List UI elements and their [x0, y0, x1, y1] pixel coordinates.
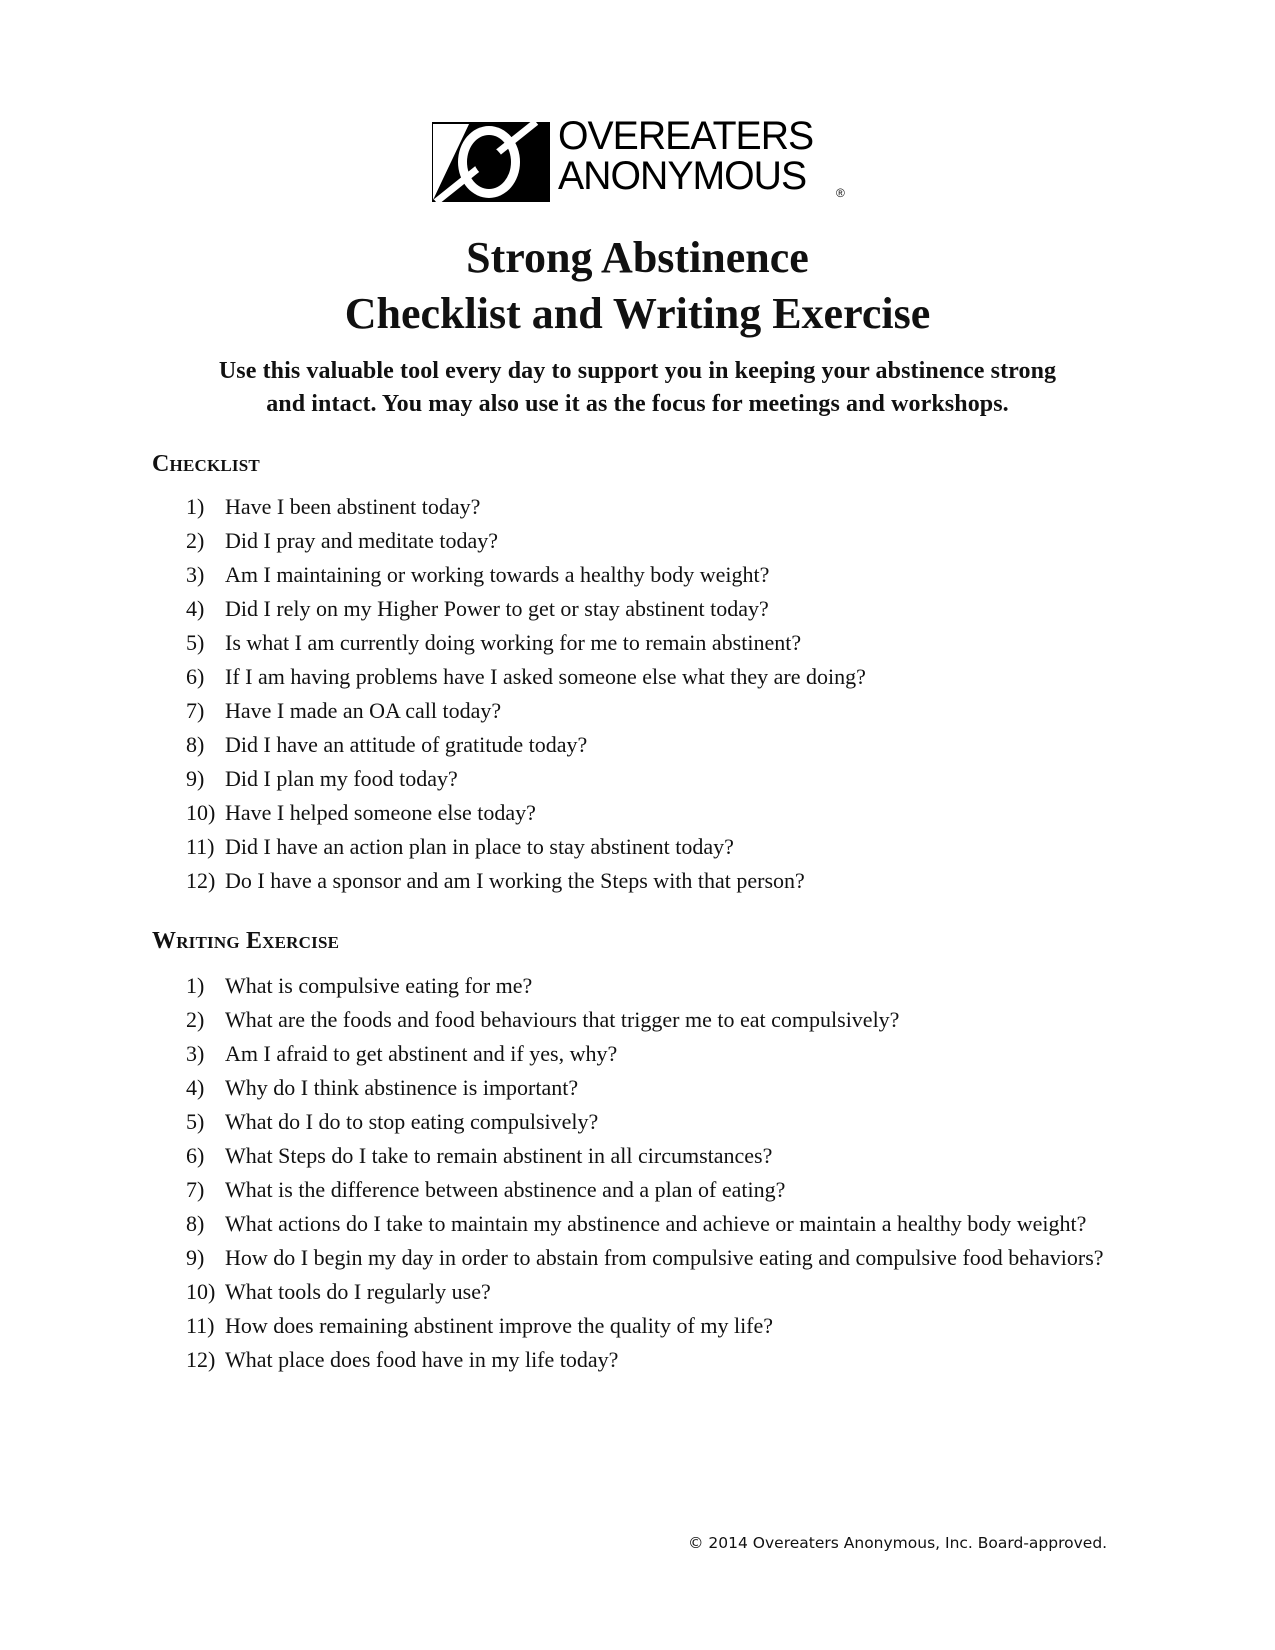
list-item — [186, 1210, 1106, 1238]
item-text: Am I maintaining or working towards a healthy body weight? — [225, 562, 770, 587]
list-item — [186, 972, 1106, 1000]
item-text: Have I made an OA call today? — [225, 698, 502, 723]
oa-logo-wordmark — [558, 116, 813, 196]
item-number: 5) — [186, 630, 205, 655]
title-line-1: Strong Abstinence — [466, 233, 809, 282]
item-text: If I am having problems have I asked someone else what they are doing? — [225, 664, 866, 689]
item-number: 12) — [186, 1347, 216, 1372]
list-item — [186, 1006, 1106, 1034]
item-text: Did I plan my food today? — [225, 766, 458, 791]
item-number: 7) — [186, 698, 205, 723]
item-number: 9) — [186, 766, 205, 791]
oa-logo-mark-icon — [432, 122, 550, 202]
list-item — [186, 1108, 1106, 1136]
item-number: 2) — [186, 1007, 205, 1032]
item-text: What is compulsive eating for me? — [225, 973, 533, 998]
logo-line-1: OVEREATERS — [558, 114, 814, 158]
item-number: 6) — [186, 664, 205, 689]
item-text: What place does food have in my life today? — [225, 1347, 619, 1372]
item-number: 11) — [186, 834, 215, 859]
item-number: 6) — [186, 1143, 205, 1168]
item-text: What are the foods and food behaviours that trigger me to eat compulsively? — [225, 1007, 900, 1032]
list-item — [186, 493, 1106, 521]
item-number: 4) — [186, 596, 205, 621]
list-item — [186, 561, 1106, 589]
title-line-2: Checklist and Writing Exercise — [344, 289, 931, 338]
item-text: Have I helped someone else today? — [225, 800, 536, 825]
item-number: 10) — [186, 1279, 216, 1304]
item-text: Did I rely on my Higher Power to get or stay abstinent today? — [225, 596, 769, 621]
item-text: Did I have an attitude of gratitude today? — [225, 732, 588, 757]
logo-line-2: ANONYMOUS — [558, 154, 807, 198]
item-number: 3) — [186, 562, 205, 587]
item-text: How do I begin my day in order to abstain from compulsive eating and compulsive food behaviors? — [225, 1245, 1104, 1270]
item-number: 10) — [186, 800, 216, 825]
list-item — [186, 527, 1106, 555]
item-text: Do I have a sponsor and am I working the Steps with that person? — [225, 868, 805, 893]
item-text: Have I been abstinent today? — [225, 494, 481, 519]
item-number: 9) — [186, 1245, 205, 1270]
writing-exercise-heading: Writing Exercise — [152, 928, 340, 954]
registered-mark: ® — [836, 186, 845, 200]
list-item — [186, 833, 1106, 861]
item-number: 2) — [186, 528, 205, 553]
item-text: Did I pray and meditate today? — [225, 528, 499, 553]
item-text: Is what I am currently doing working for me to remain abstinent? — [225, 630, 802, 655]
list-item — [186, 1176, 1106, 1204]
list-item — [186, 867, 1106, 895]
item-text: What is the difference between abstinence and a plan of eating? — [225, 1177, 786, 1202]
list-item — [186, 1142, 1106, 1170]
oa-logo — [432, 114, 852, 204]
checklist-heading: Checklist — [152, 451, 260, 477]
item-text: What do I do to stop eating compulsively? — [225, 1109, 599, 1134]
item-number: 12) — [186, 868, 216, 893]
item-number: 7) — [186, 1177, 205, 1202]
list-item — [186, 731, 1106, 759]
checklist-list — [186, 493, 1106, 901]
page-title — [0, 230, 1275, 342]
subtitle-line-1: Use this valuable tool every day to support you in keeping your abstinence strong — [218, 358, 1057, 384]
list-item — [186, 1244, 1106, 1272]
list-item — [186, 1346, 1106, 1374]
item-number: 8) — [186, 732, 205, 757]
writing-exercise-list — [186, 972, 1106, 1380]
item-text: Am I afraid to get abstinent and if yes, why? — [225, 1041, 618, 1066]
item-number: 1) — [186, 973, 205, 998]
item-text: Did I have an action plan in place to stay abstinent today? — [225, 834, 734, 859]
page-subtitle — [120, 355, 1155, 421]
list-item — [186, 629, 1106, 657]
item-number: 4) — [186, 1075, 205, 1100]
item-text: How does remaining abstinent improve the quality of my life? — [225, 1313, 774, 1338]
item-text: What tools do I regularly use? — [225, 1279, 491, 1304]
subtitle-line-2: and intact. You may also use it as the focus for meetings and workshops. — [266, 391, 1009, 417]
list-item — [186, 595, 1106, 623]
item-text: What actions do I take to maintain my abstinence and achieve or maintain a healthy body weight? — [225, 1211, 1087, 1236]
item-number: 1) — [186, 494, 205, 519]
item-text: What Steps do I take to remain abstinent in all circumstances? — [225, 1143, 773, 1168]
list-item — [186, 1312, 1106, 1340]
copyright-footer: © 2014 Overeaters Anonymous, Inc. Board-approved. — [688, 1534, 1108, 1552]
item-number: 5) — [186, 1109, 205, 1134]
list-item — [186, 1040, 1106, 1068]
list-item — [186, 663, 1106, 691]
list-item — [186, 1278, 1106, 1306]
list-item — [186, 765, 1106, 793]
item-number: 3) — [186, 1041, 205, 1066]
list-item — [186, 799, 1106, 827]
item-text: Why do I think abstinence is important? — [225, 1075, 579, 1100]
item-number: 11) — [186, 1313, 215, 1338]
list-item — [186, 1074, 1106, 1102]
item-number: 8) — [186, 1211, 205, 1236]
list-item — [186, 697, 1106, 725]
